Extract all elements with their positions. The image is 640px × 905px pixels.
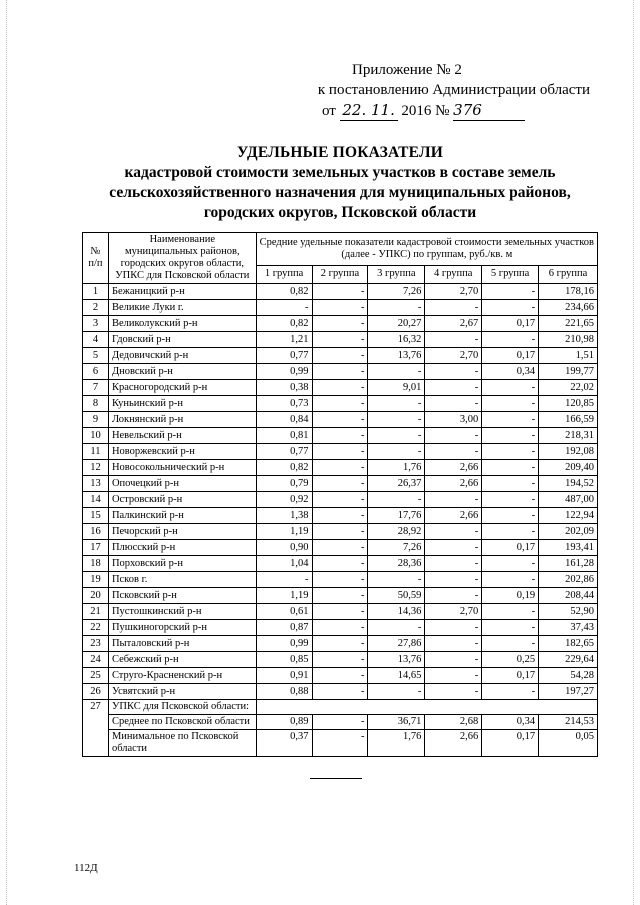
value-cell: 0,77 (256, 348, 312, 364)
row-number: 23 (83, 636, 109, 652)
value-cell: 2,66 (425, 476, 482, 492)
value-cell: - (312, 540, 368, 556)
value-cell: 0,91 (256, 668, 312, 684)
value-cell: - (368, 620, 425, 636)
value-cell: - (482, 444, 539, 460)
value-cell: 194,52 (539, 476, 598, 492)
value-cell: - (425, 524, 482, 540)
row-number: 17 (83, 540, 109, 556)
value-cell: 2,70 (425, 348, 482, 364)
value-cell: 13,76 (368, 348, 425, 364)
district-name: Пустошкинский р-н (108, 604, 256, 620)
group-header-5: 5 группа (482, 265, 539, 283)
value-cell: 0,17 (482, 540, 539, 556)
table-row (83, 508, 598, 524)
table-row (83, 524, 598, 540)
appendix-block (290, 60, 590, 121)
value-cell: 0,87 (256, 620, 312, 636)
value-cell: - (482, 476, 539, 492)
value-cell: 26,37 (368, 476, 425, 492)
value-cell: 1,51 (539, 348, 598, 364)
value-cell: - (425, 492, 482, 508)
group-header-4: 4 группа (425, 265, 482, 283)
value-cell: - (482, 380, 539, 396)
value-cell: 0,89 (256, 715, 312, 730)
upks-avg-row (83, 715, 598, 730)
value-cell: - (425, 540, 482, 556)
row-number: 6 (83, 364, 109, 380)
value-cell: 1,04 (256, 556, 312, 572)
row-number: 19 (83, 572, 109, 588)
value-cell: 0,77 (256, 444, 312, 460)
heading-line-4: городских округов, Псковской области (203, 204, 477, 221)
value-cell: - (425, 620, 482, 636)
end-divider (310, 778, 362, 779)
table-row (83, 540, 598, 556)
value-cell: 7,26 (368, 540, 425, 556)
value-cell: 182,65 (539, 636, 598, 652)
value-cell: - (368, 396, 425, 412)
table-row (83, 460, 598, 476)
value-cell: - (368, 412, 425, 428)
value-cell: 7,26 (368, 284, 425, 300)
value-cell: - (425, 588, 482, 604)
value-cell: 0,37 (256, 730, 312, 757)
handwritten-number: 376 (453, 100, 525, 121)
value-cell: 14,36 (368, 604, 425, 620)
table-row (83, 652, 598, 668)
indicators-table (82, 232, 598, 757)
row-number: 20 (83, 588, 109, 604)
value-cell: - (368, 364, 425, 380)
row-number: 9 (83, 412, 109, 428)
value-cell: 202,86 (539, 572, 598, 588)
district-name: Островский р-н (108, 492, 256, 508)
district-name: Новосокольнический р-н (108, 460, 256, 476)
value-cell: - (368, 300, 425, 316)
value-cell: 36,71 (368, 715, 425, 730)
table-row (83, 380, 598, 396)
value-cell: 210,98 (539, 332, 598, 348)
value-cell: 22,02 (539, 380, 598, 396)
table-row (83, 492, 598, 508)
value-cell: 221,65 (539, 316, 598, 332)
value-cell: 9,01 (368, 380, 425, 396)
value-cell: - (312, 652, 368, 668)
value-cell: 2,66 (425, 508, 482, 524)
value-cell: 1,76 (368, 730, 425, 757)
value-cell: 208,44 (539, 588, 598, 604)
value-cell: - (312, 588, 368, 604)
group-header-6: 6 группа (539, 265, 598, 283)
row-number: 26 (83, 684, 109, 700)
row-number: 16 (83, 524, 109, 540)
row-number: 3 (83, 316, 109, 332)
value-cell: - (312, 492, 368, 508)
value-cell: 202,09 (539, 524, 598, 540)
value-cell: 161,28 (539, 556, 598, 572)
value-cell: - (312, 730, 368, 757)
table-row (83, 556, 598, 572)
heading-line-3: сельскохозяйственного назначения для муниципальных районов, (109, 184, 571, 201)
value-cell: - (312, 284, 368, 300)
value-cell: - (256, 572, 312, 588)
value-cell: 0,84 (256, 412, 312, 428)
value-cell: 28,92 (368, 524, 425, 540)
value-cell: - (482, 556, 539, 572)
value-cell: 14,65 (368, 668, 425, 684)
row-number: 27 (83, 700, 109, 757)
value-cell: - (482, 508, 539, 524)
value-cell: 28,36 (368, 556, 425, 572)
value-cell: - (425, 380, 482, 396)
value-cell: - (312, 332, 368, 348)
value-cell: - (425, 300, 482, 316)
value-cell: 0,82 (256, 460, 312, 476)
value-cell: - (482, 428, 539, 444)
value-cell: 120,85 (539, 396, 598, 412)
district-name: Пыталовский р-н (108, 636, 256, 652)
value-cell: - (312, 348, 368, 364)
value-cell: - (312, 636, 368, 652)
value-cell: - (312, 684, 368, 700)
row-number: 12 (83, 460, 109, 476)
value-cell: - (368, 444, 425, 460)
value-cell: - (312, 412, 368, 428)
upks-row (83, 700, 598, 715)
value-cell: - (312, 396, 368, 412)
value-cell: 0,81 (256, 428, 312, 444)
value-cell: 50,59 (368, 588, 425, 604)
table-row (83, 300, 598, 316)
table-row (83, 604, 598, 620)
heading-line-2: кадастровой стоимости земельных участков в составе земель (124, 164, 556, 181)
table-row (83, 636, 598, 652)
value-cell: - (425, 668, 482, 684)
table-row (83, 332, 598, 348)
page-edge-right (633, 0, 634, 905)
district-name: Дновский р-н (108, 364, 256, 380)
value-cell: - (482, 332, 539, 348)
district-name: Себежский р-н (108, 652, 256, 668)
row-number: 22 (83, 620, 109, 636)
value-cell: 487,00 (539, 492, 598, 508)
value-cell: - (482, 524, 539, 540)
value-cell: - (312, 508, 368, 524)
value-cell: 1,21 (256, 332, 312, 348)
value-cell: - (425, 444, 482, 460)
value-cell: 193,41 (539, 540, 598, 556)
district-name: Палкинский р-н (108, 508, 256, 524)
page-edge-left (6, 0, 7, 905)
value-cell: - (312, 364, 368, 380)
value-cell: 0,82 (256, 316, 312, 332)
row-number: 21 (83, 604, 109, 620)
value-cell: 3,00 (425, 412, 482, 428)
district-name: Бежаницкий р-н (108, 284, 256, 300)
group-header-3: 3 группа (368, 265, 425, 283)
upks-min-label: Минимальное по Псковской области (108, 730, 256, 757)
header-groups: Средние удельные показатели кадастровой стоимости земельных участков (далее - УПКС) по группам, руб./кв. м (256, 233, 597, 266)
table-row (83, 572, 598, 588)
heading-title: УДЕЛЬНЫЕ ПОКАЗАТЕЛИ (237, 144, 443, 161)
value-cell: 17,76 (368, 508, 425, 524)
value-cell: 0,99 (256, 364, 312, 380)
value-cell: 54,28 (539, 668, 598, 684)
value-cell: - (256, 300, 312, 316)
upks-avg-label: Среднее по Псковской области (108, 715, 256, 730)
row-number: 13 (83, 476, 109, 492)
value-cell: 0,79 (256, 476, 312, 492)
row-number: 2 (83, 300, 109, 316)
value-cell: - (482, 460, 539, 476)
value-cell: 13,76 (368, 652, 425, 668)
value-cell: - (425, 636, 482, 652)
value-cell: - (312, 428, 368, 444)
value-cell: 192,08 (539, 444, 598, 460)
value-cell: - (368, 492, 425, 508)
table-row (83, 684, 598, 700)
value-cell: - (482, 636, 539, 652)
value-cell: - (482, 396, 539, 412)
value-cell: - (312, 620, 368, 636)
upks-label: УПКС для Псковской области: (108, 700, 256, 715)
table-row (83, 316, 598, 332)
value-cell: 27,86 (368, 636, 425, 652)
value-cell: - (368, 428, 425, 444)
value-cell: - (425, 556, 482, 572)
value-cell: - (312, 476, 368, 492)
district-name: Порховский р-н (108, 556, 256, 572)
value-cell: 1,38 (256, 508, 312, 524)
value-cell: 1,76 (368, 460, 425, 476)
district-name: Плюсский р-н (108, 540, 256, 556)
value-cell: - (312, 300, 368, 316)
page-code: 112Д (74, 862, 98, 874)
value-cell: 0,19 (482, 588, 539, 604)
value-cell: - (312, 556, 368, 572)
value-cell: 0,38 (256, 380, 312, 396)
value-cell: 52,90 (539, 604, 598, 620)
row-number: 1 (83, 284, 109, 300)
value-cell: 37,43 (539, 620, 598, 636)
value-cell: - (482, 684, 539, 700)
header-row (83, 233, 598, 266)
value-cell: 0,90 (256, 540, 312, 556)
value-cell: 2,66 (425, 730, 482, 757)
table-row (83, 444, 598, 460)
value-cell: 2,70 (425, 284, 482, 300)
value-cell: 0,73 (256, 396, 312, 412)
document-heading (90, 143, 590, 223)
value-cell: - (368, 684, 425, 700)
group-header-2: 2 группа (312, 265, 368, 283)
value-cell: - (312, 668, 368, 684)
value-cell: 0,99 (256, 636, 312, 652)
value-cell: - (425, 396, 482, 412)
value-cell: - (312, 524, 368, 540)
value-cell: 218,31 (539, 428, 598, 444)
value-cell: 166,59 (539, 412, 598, 428)
value-cell: 16,32 (368, 332, 425, 348)
table-row (83, 364, 598, 380)
row-number: 14 (83, 492, 109, 508)
value-cell: - (312, 715, 368, 730)
value-cell: 0,92 (256, 492, 312, 508)
district-name: Усвятский р-н (108, 684, 256, 700)
value-cell: - (312, 316, 368, 332)
upks-blank-cell (256, 700, 597, 715)
district-name: Великолукский р-н (108, 316, 256, 332)
district-name: Псков г. (108, 572, 256, 588)
value-cell: 234,66 (539, 300, 598, 316)
district-name: Невельский р-н (108, 428, 256, 444)
district-name: Струго-Красненский р-н (108, 668, 256, 684)
value-cell: 0,85 (256, 652, 312, 668)
row-number: 7 (83, 380, 109, 396)
table-row (83, 412, 598, 428)
value-cell: 0,34 (482, 715, 539, 730)
value-cell: 0,88 (256, 684, 312, 700)
appendix-title: Приложение № 2 (352, 62, 462, 78)
value-cell: 197,27 (539, 684, 598, 700)
handwritten-date: 22. 11. (340, 100, 398, 121)
table-row (83, 284, 598, 300)
value-cell: 0,17 (482, 730, 539, 757)
header-no: № п/п (83, 233, 109, 284)
table-row (83, 396, 598, 412)
table-row (83, 428, 598, 444)
district-name: Опочецкий р-н (108, 476, 256, 492)
appendix-date-line (290, 100, 590, 121)
value-cell: 199,77 (539, 364, 598, 380)
value-cell: 122,94 (539, 508, 598, 524)
row-number: 8 (83, 396, 109, 412)
row-number: 11 (83, 444, 109, 460)
group-header-1: 1 группа (256, 265, 312, 283)
appendix-resolution: к постановлению Администрации области (317, 82, 590, 98)
table-body (83, 284, 598, 757)
value-cell: - (425, 684, 482, 700)
value-cell: 0,05 (539, 730, 598, 757)
table-row (83, 588, 598, 604)
value-cell: 209,40 (539, 460, 598, 476)
value-cell: - (482, 300, 539, 316)
from-label: от (322, 103, 336, 119)
table-row (83, 668, 598, 684)
district-name: Печорский р-н (108, 524, 256, 540)
row-number: 15 (83, 508, 109, 524)
row-number: 25 (83, 668, 109, 684)
row-number: 5 (83, 348, 109, 364)
district-name: Гдовский р-н (108, 332, 256, 348)
value-cell: 0,82 (256, 284, 312, 300)
district-name: Дедовичский р-н (108, 348, 256, 364)
district-name: Великие Луки г. (108, 300, 256, 316)
value-cell: 2,67 (425, 316, 482, 332)
upks-min-row (83, 730, 598, 757)
value-cell: - (312, 572, 368, 588)
header-name: Наименование муниципальных районов, городских округов области, УПКС для Псковской области (108, 233, 256, 284)
row-number: 18 (83, 556, 109, 572)
value-cell: 0,17 (482, 316, 539, 332)
value-cell: - (368, 572, 425, 588)
value-cell: 1,19 (256, 588, 312, 604)
value-cell: 20,27 (368, 316, 425, 332)
district-name: Псковский р-н (108, 588, 256, 604)
table-row (83, 620, 598, 636)
value-cell: - (425, 364, 482, 380)
value-cell: - (425, 572, 482, 588)
value-cell: 178,16 (539, 284, 598, 300)
value-cell: - (482, 284, 539, 300)
table-row (83, 476, 598, 492)
value-cell: - (482, 620, 539, 636)
district-name: Куньинский р-н (108, 396, 256, 412)
row-number: 4 (83, 332, 109, 348)
value-cell: - (425, 428, 482, 444)
value-cell: - (482, 492, 539, 508)
district-name: Новоржевский р-н (108, 444, 256, 460)
value-cell: 0,34 (482, 364, 539, 380)
value-cell: 0,17 (482, 348, 539, 364)
value-cell: - (312, 380, 368, 396)
value-cell: - (312, 444, 368, 460)
value-cell: 0,17 (482, 668, 539, 684)
value-cell: - (482, 412, 539, 428)
value-cell: - (425, 332, 482, 348)
value-cell: 2,66 (425, 460, 482, 476)
value-cell: 0,61 (256, 604, 312, 620)
value-cell: - (312, 604, 368, 620)
value-cell: 0,25 (482, 652, 539, 668)
value-cell: 214,53 (539, 715, 598, 730)
district-name: Пушкиногорский р-н (108, 620, 256, 636)
district-name: Красногородский р-н (108, 380, 256, 396)
value-cell: - (312, 460, 368, 476)
row-number: 24 (83, 652, 109, 668)
district-name: Локнянский р-н (108, 412, 256, 428)
value-cell: 2,70 (425, 604, 482, 620)
value-cell: - (482, 604, 539, 620)
table-row (83, 348, 598, 364)
value-cell: - (482, 572, 539, 588)
value-cell: 229,64 (539, 652, 598, 668)
year-label: 2016 № (401, 103, 450, 119)
row-number: 10 (83, 428, 109, 444)
value-cell: - (425, 652, 482, 668)
value-cell: 1,19 (256, 524, 312, 540)
value-cell: 2,68 (425, 715, 482, 730)
